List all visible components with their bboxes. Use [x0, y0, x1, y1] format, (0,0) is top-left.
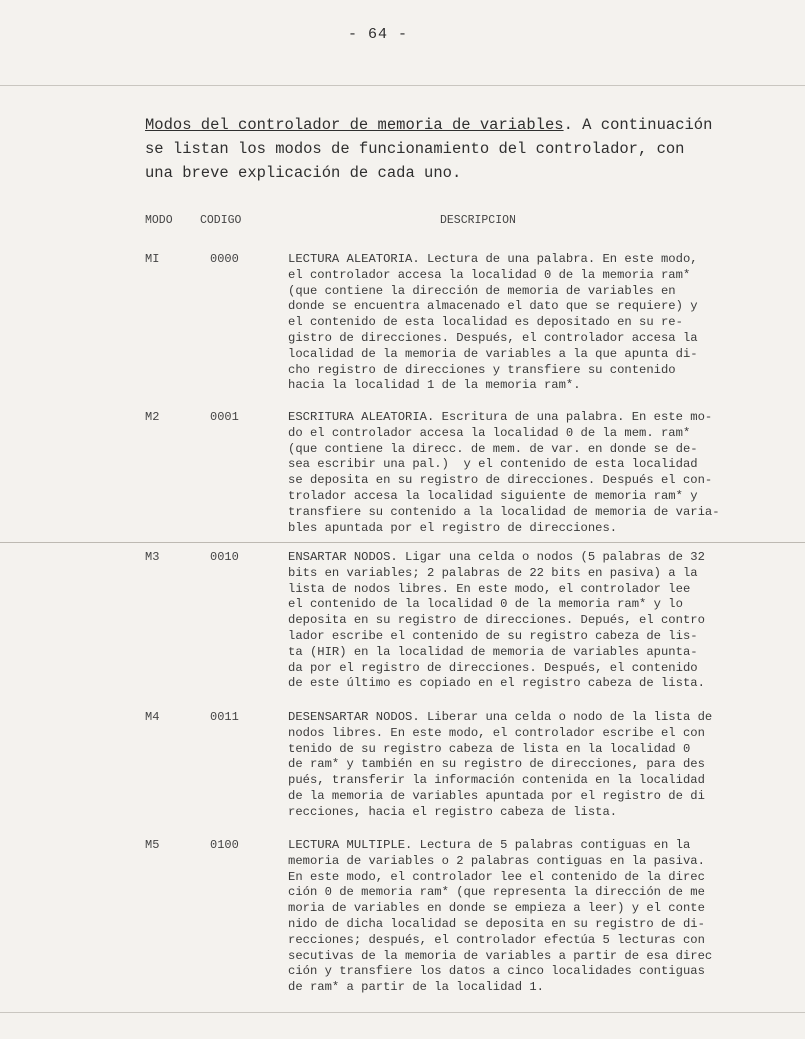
desc-line: ESCRITURA ALEATORIA. Escritura de una palabra. En este mo-: [288, 410, 713, 424]
desc-line: (que contiene la dirección de memoria de variables en: [288, 283, 676, 298]
desc-line: lista de nodos libres. En este modo, el controlador lee: [288, 581, 691, 596]
desc-line: lador escribe el contenido de su registro cabeza de lis-: [288, 628, 698, 643]
desc-line: nido de dicha localidad se deposita en su registro de di-: [288, 916, 705, 931]
entry-code: 0001: [210, 410, 239, 424]
intro-line-3: una breve explicación de cada uno.: [145, 164, 462, 182]
desc-line: recciones, hacia el registro cabeza de lista.: [288, 804, 618, 819]
desc-line: ta (HIR) en la localidad de memoria de variables apunta-: [288, 644, 698, 659]
entry-mode: MI: [145, 252, 160, 266]
desc-line: tenido de su registro cabeza de lista en la localidad 0: [288, 741, 691, 756]
desc-line: bits en variables; 2 palabras de 22 bits en pasiva) a la: [288, 565, 698, 580]
entry-code: 0011: [210, 710, 239, 724]
desc-line: recciones; después, el controlador efectúa 5 lecturas con: [288, 932, 705, 947]
desc-line: En este modo, el controlador lee el contenido de la direc: [288, 869, 705, 884]
desc-line: memoria de variables o 2 palabras contiguas en la pasiva.: [288, 853, 705, 868]
desc-line: gistro de direcciones. Después, el controlador accesa la: [288, 330, 698, 345]
desc-line: nodos libres. En este modo, el controlador escribe el con: [288, 725, 705, 740]
paper-fold-line: [0, 542, 805, 543]
desc-line: donde se encuentra almacenado el dato que se requiere) y: [288, 299, 698, 314]
desc-line: transfiere su contenido a la localidad de memoria de varia-: [288, 504, 720, 519]
entry-description: [288, 550, 768, 692]
intro-line-2: se listan los modos de funcionamiento del controlador, con: [145, 140, 685, 158]
desc-line: el contenido de la localidad 0 de la memoria ram* y lo: [288, 597, 683, 612]
desc-line: hacia la localidad 1 de la memoria ram*.: [288, 378, 581, 393]
desc-line: de ram* y también en su registro de direcciones, para des: [288, 757, 705, 772]
desc-line: LECTURA MULTIPLE. Lectura de 5 palabras contiguas en la: [288, 838, 691, 852]
desc-line: pués, transferir la información contenida en la localidad: [288, 773, 705, 788]
desc-line: el controlador accesa la localidad 0 de la memoria ram*: [288, 267, 691, 282]
desc-line: cho registro de direcciones y transfiere su contenido: [288, 362, 676, 377]
header-mode: MODO: [145, 214, 173, 227]
entry-description: [288, 710, 768, 821]
entry-code: 0100: [210, 838, 239, 852]
desc-line: trolador accesa la localidad siguiente de memoria ram* y: [288, 488, 698, 503]
desc-line: de este último es copiado en el registro cabeza de lista.: [288, 676, 705, 691]
intro-paragraph: [145, 113, 765, 185]
desc-line: deposita en su registro de direcciones. Depués, el contro: [288, 613, 705, 628]
entry-code: 0010: [210, 550, 239, 564]
desc-line: (que contiene la direcc. de mem. de var. en donde se de-: [288, 441, 698, 456]
desc-line: ENSARTAR NODOS. Ligar una celda o nodos (5 palabras de 32: [288, 550, 705, 564]
desc-line: bles apuntada por el registro de direcciones.: [288, 520, 618, 535]
desc-line: moria de variables en donde se empieza a leer) y el conte: [288, 901, 705, 916]
intro-line-1: [145, 113, 765, 137]
desc-line: DESENSARTAR NODOS. Liberar una celda o nodo de la lista de: [288, 710, 713, 724]
desc-line: localidad de la memoria de variables a la que apunta di-: [288, 346, 698, 361]
desc-line: da por el registro de direcciones. Después, el contenido: [288, 660, 698, 675]
desc-line: LECTURA ALEATORIA. Lectura de una palabra. En este modo,: [288, 252, 698, 266]
entry-mode: M3: [145, 550, 160, 564]
paper-fold-line: [0, 85, 805, 86]
paper-fold-line: [0, 1012, 805, 1013]
entry-mode: M2: [145, 410, 160, 424]
desc-line: sea escribir una pal.) y el contenido de esta localidad: [288, 457, 698, 472]
entry-code: 0000: [210, 252, 239, 266]
desc-line: el contenido de esta localidad es depositado en su re-: [288, 315, 683, 330]
desc-line: se deposita en su registro de direcciones. Después el con-: [288, 473, 713, 488]
entry-description: [288, 410, 768, 536]
desc-line: de la memoria de variables apuntada por el registro de di: [288, 788, 705, 803]
page-number: - 64 -: [348, 26, 409, 43]
desc-line: de ram* a partir de la localidad 1.: [288, 980, 544, 995]
intro-line-1-rest: . A continuación: [563, 116, 713, 134]
desc-line: do el controlador accesa la localidad 0 de la mem. ram*: [288, 425, 691, 440]
header-code: CODIGO: [200, 214, 242, 227]
entry-description: [288, 838, 768, 996]
header-description: DESCRIPCION: [440, 214, 516, 227]
entry-description: [288, 252, 768, 394]
section-title: Modos del controlador de memoria de variables: [145, 116, 564, 134]
entry-mode: M4: [145, 710, 160, 724]
entry-mode: M5: [145, 838, 160, 852]
desc-line: secutivas de la memoria de variables a partir de esa direc: [288, 948, 713, 963]
desc-line: ción y transfiere los datos a cinco localidades contiguas: [288, 964, 705, 979]
desc-line: ción 0 de memoria ram* (que representa la dirección de me: [288, 885, 705, 900]
